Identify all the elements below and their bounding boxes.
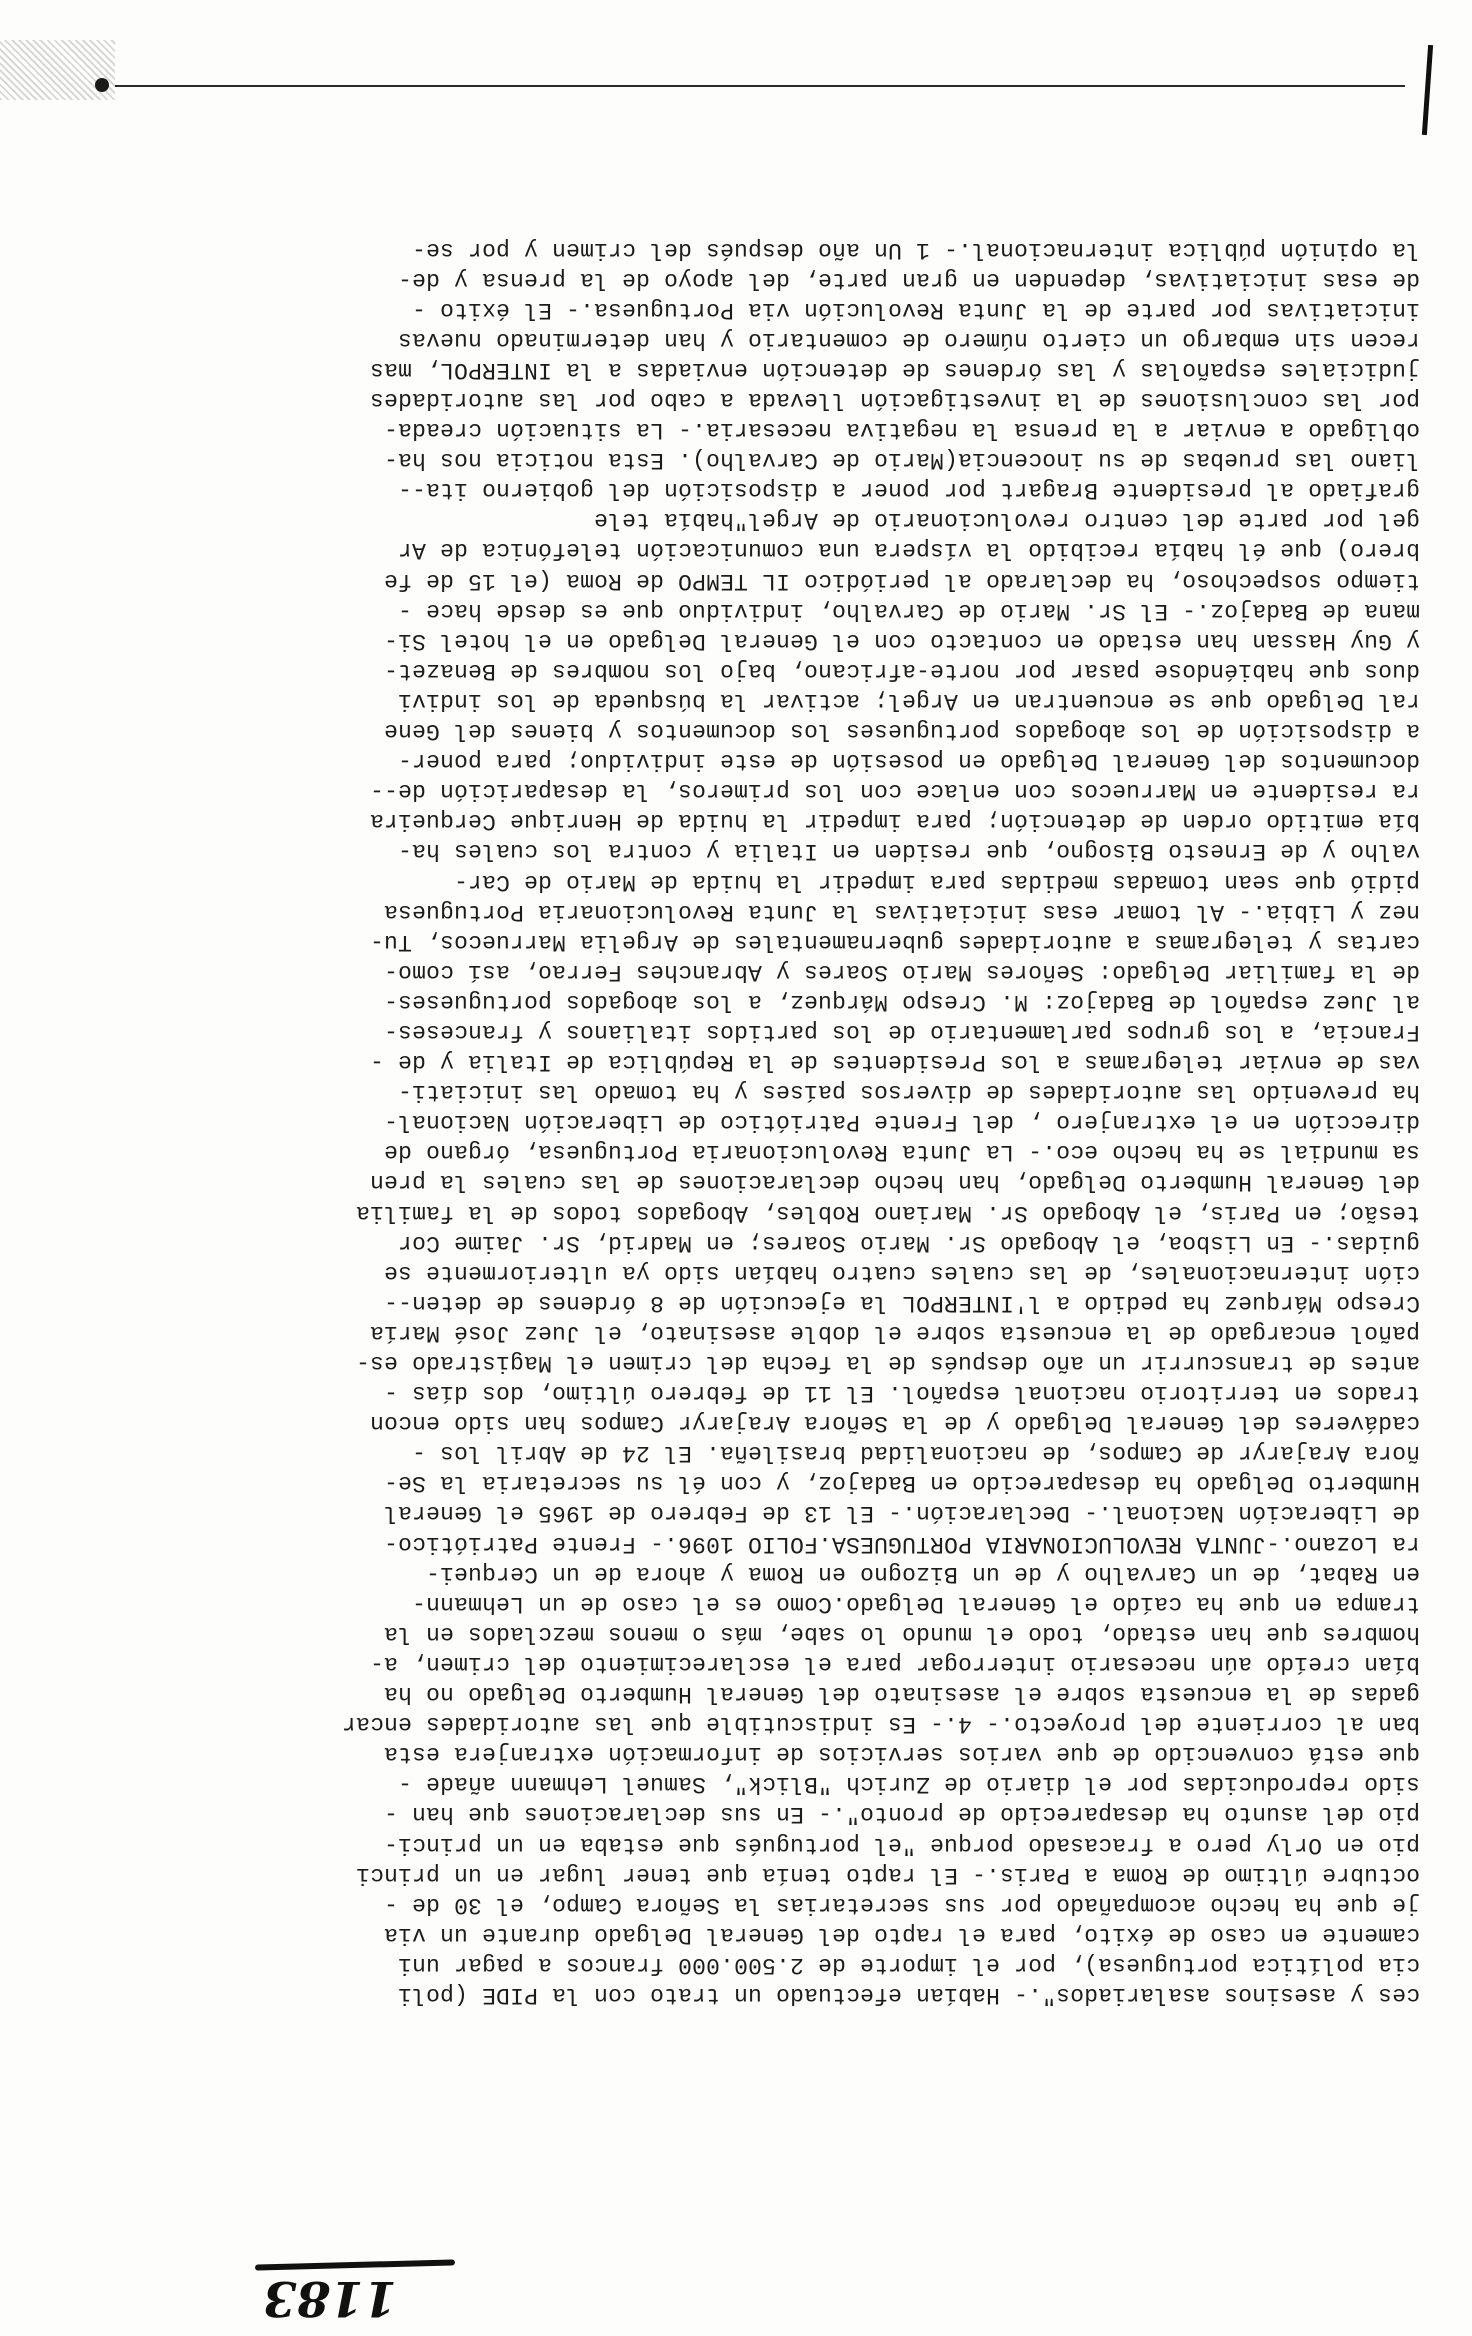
- text-line: liano las pruebas de su inocencia(Mario de Carvalho). Esta noticia nos ha-: [383, 447, 1420, 474]
- text-line: gel por parte del centro revolucionario de Argel"había tele: [593, 507, 1420, 534]
- text-line: recen sin embargo un cierto número de comentario y han determinado nuevas: [397, 326, 1420, 353]
- text-line: pidió que sean tomadas medidas para impedir la huida de Mario de Car-: [453, 868, 1420, 895]
- page-edge-line: [115, 85, 1405, 87]
- text-line: valho y de Ernesto Bisogno, que residen en Italia y contra los cuales ha-: [397, 838, 1420, 865]
- typewritten-text-block: [25, 175, 1420, 2010]
- text-line: al Juez español de Badajoz: M. Crespo Márquez, a los abogados portugueses-: [383, 988, 1420, 1015]
- text-line: je que ha hecho acompañado por sus secretarias la Señora Campo, el 30 de -: [383, 1891, 1420, 1918]
- text-line: ñora Arajaryr de Campos, de nacionalidad brasileña. El 24 de Abril los -: [411, 1440, 1420, 1467]
- text-line: dirección en el extranjero , del Frente Patriótico de Liberación Nacional-: [383, 1109, 1420, 1136]
- text-line: Francia, a los grupos parlamentario de los partidos italianos y franceses-: [383, 1019, 1420, 1045]
- text-line: cartas y telegramas a autoridades gubernamentales de Argelia Marruecos, Tu-: [369, 928, 1420, 955]
- text-line: ra residente en Marruecos con enlace con los primeros, la desaparición de--: [369, 778, 1420, 805]
- text-line: de la familiar Delgado: Señores Mario Soares y Abranches Ferrao, así como-: [383, 958, 1420, 985]
- text-line: grafiado al presidente Bragart por poner a disposición del gobierno ita--: [397, 477, 1420, 504]
- text-line: camente en caso de éxito, para el rapto del General Delgado durante un via: [383, 1921, 1420, 1948]
- text-line: octubre último de Roma a Paris.- El rapto tenía que tener lugar en un princi: [355, 1861, 1420, 1888]
- text-line: en Rabat, de un Carvalho y de un Bizogno en Roma y ahora de un Cerquei-: [425, 1560, 1420, 1587]
- text-line: y Guy Hassan han estado en contacto con el General Delgado en el hotel Si-: [383, 627, 1420, 654]
- text-line: ra Lozano.-JUNTA REVOLUCIONARIA PORTUGUESA.FOLIO 1096.- Frente Patriótico-: [383, 1530, 1420, 1557]
- text-line: trampa en que ha caído el General Delgado.Como es el caso de un Lehmann-: [411, 1590, 1420, 1617]
- text-line: antes de transcurrir un año después de la fecha del crimen el Magistrado es-: [355, 1350, 1420, 1377]
- text-line: ha prevenido las autoridades de diversos países y ha tomado las iniciati-: [397, 1079, 1420, 1106]
- text-line: documentos del General Delgado en posesión de este individuo; para poner-: [397, 748, 1420, 775]
- text-line: obligado a enviar a la prensa la negativa necesaria.- La situación creada-: [383, 417, 1420, 444]
- text-line: sa mundial se ha hecho eco.- La Junta Revolucionaria Portuguesa, órgano de: [383, 1139, 1420, 1166]
- text-line: que está convencido de que varios servicios de información extranjera esta: [383, 1741, 1420, 1768]
- text-line: bía emitido orden de detención; para impedir la huida de Henrique Cerqueira: [369, 808, 1420, 835]
- text-line: vas de enviar telegramas a los Presidentes de la República de Italia y de -: [369, 1049, 1420, 1076]
- text-line: Humberto Delgado ha desaparecido en Badajoz, y con él su secretaria la Se-: [383, 1470, 1420, 1497]
- text-line: de esas iniciativas, dependen en gran parte, del apoyo de la prensa y de-: [397, 266, 1420, 293]
- text-line: pañol encargado de la encuesta sobre el doble asesinato, el Juez José María: [369, 1319, 1420, 1346]
- text-line: nez y Libia.- Al tomar esas iniciativas la Junta Revolucionaria Portuguesa: [383, 898, 1420, 925]
- text-line: tiempo sospechoso, ha declarado al periódico IL TEMPO de Roma (el 15 de fe: [383, 567, 1420, 594]
- text-line: ces y asesinos asalariados".- Habían efectuado un trato con la PIDE (poli: [397, 1982, 1420, 2008]
- text-line: judiciales españolas y las órdenes de detención enviadas a la INTERPOL, mas: [369, 356, 1420, 383]
- text-line: del General Humberto Delgado, han hecho declaraciones de las cuales la pren: [369, 1169, 1420, 1196]
- text-line: mana de Badajoz.- El Sr. Mario de Carvalho, individuo que es desde hace -: [397, 597, 1420, 624]
- text-line: por las conclusiones de la investigación llevada a cabo por las autoridades: [369, 387, 1420, 414]
- handwritten-page-number: 1183: [263, 2270, 397, 2326]
- text-line: sido reproducidas por el diario de Zurich "Blick", Samuel Lehmann añade -: [397, 1771, 1420, 1798]
- text-line: tesão; en Paris, el Abogado Sr. Mariano Robles, Abogados todos de la familia: [355, 1199, 1420, 1226]
- text-line: de Liberación Nacional.- Declaración.- El 13 de Febrero de 1965 el General: [383, 1500, 1420, 1527]
- punch-hole-mark: [95, 78, 109, 92]
- text-line: cadáveres del General Delgado y de la Señora Arajaryr Campos han sido encon: [369, 1410, 1420, 1437]
- text-line: bían creído aún necesario interrogar para el esclarecimiento del crimen, a-: [369, 1650, 1420, 1677]
- text-line: pio del asunto ha desaparecido de pronto".- En sus declaraciones que han -: [383, 1801, 1420, 1828]
- text-line: la opinión pública internacional.- 1 Un año después del crimen y por se-: [411, 236, 1420, 263]
- text-line: cia política portuguesa), por el importe de 2.500.000 francos a pagar uni: [397, 1951, 1420, 1978]
- text-line: guidas.- En Lisboa, el Abogado Sr. Mario Soares; en Madrid, Sr. Jaime Cor: [397, 1229, 1420, 1256]
- text-line: ral Delgado que se encuentran en Argel; activar la búsqueda de los indivi: [397, 687, 1420, 714]
- text-line: Crespo Márquez ha pedido a l'INTERPOL la ejecución de 8 órdenes de deten--: [383, 1289, 1420, 1316]
- text-line: a disposición de los abogados portugueses los documentos y bienes del Gene: [383, 718, 1420, 745]
- text-line: pio en Orly pero a fracasado porque "el portugués que estaba en un princi-: [383, 1831, 1420, 1858]
- margin-mark: [1422, 45, 1433, 135]
- text-line: ban al corriente del proyecto.- 4.- Es indiscutible que las autoridades encar: [341, 1711, 1420, 1738]
- text-line: hombres que han estado, todo el mundo lo sabe, más o menos mezclados en la: [383, 1620, 1420, 1647]
- text-line: brero) que él había recibido la víspera una comunicación telefónica de Ar: [397, 537, 1420, 564]
- text-line: ción internacionales, de las cuales cuatro habían sido ya ulteriormente se: [383, 1259, 1420, 1286]
- text-line: gadas de la encuesta sobre el asesinato del General Humberto Delgado no ha: [383, 1681, 1420, 1708]
- text-line: duos que habiéndose pasar por norte-africano, bajo los nombres de Benazet-: [383, 657, 1420, 684]
- text-line: trados en territorio nacional español. El 11 de febrero último, dos días -: [383, 1380, 1420, 1407]
- text-line: iniciativas por parte de la Junta Revolución via Portuguesa.- El éxito -: [411, 296, 1420, 323]
